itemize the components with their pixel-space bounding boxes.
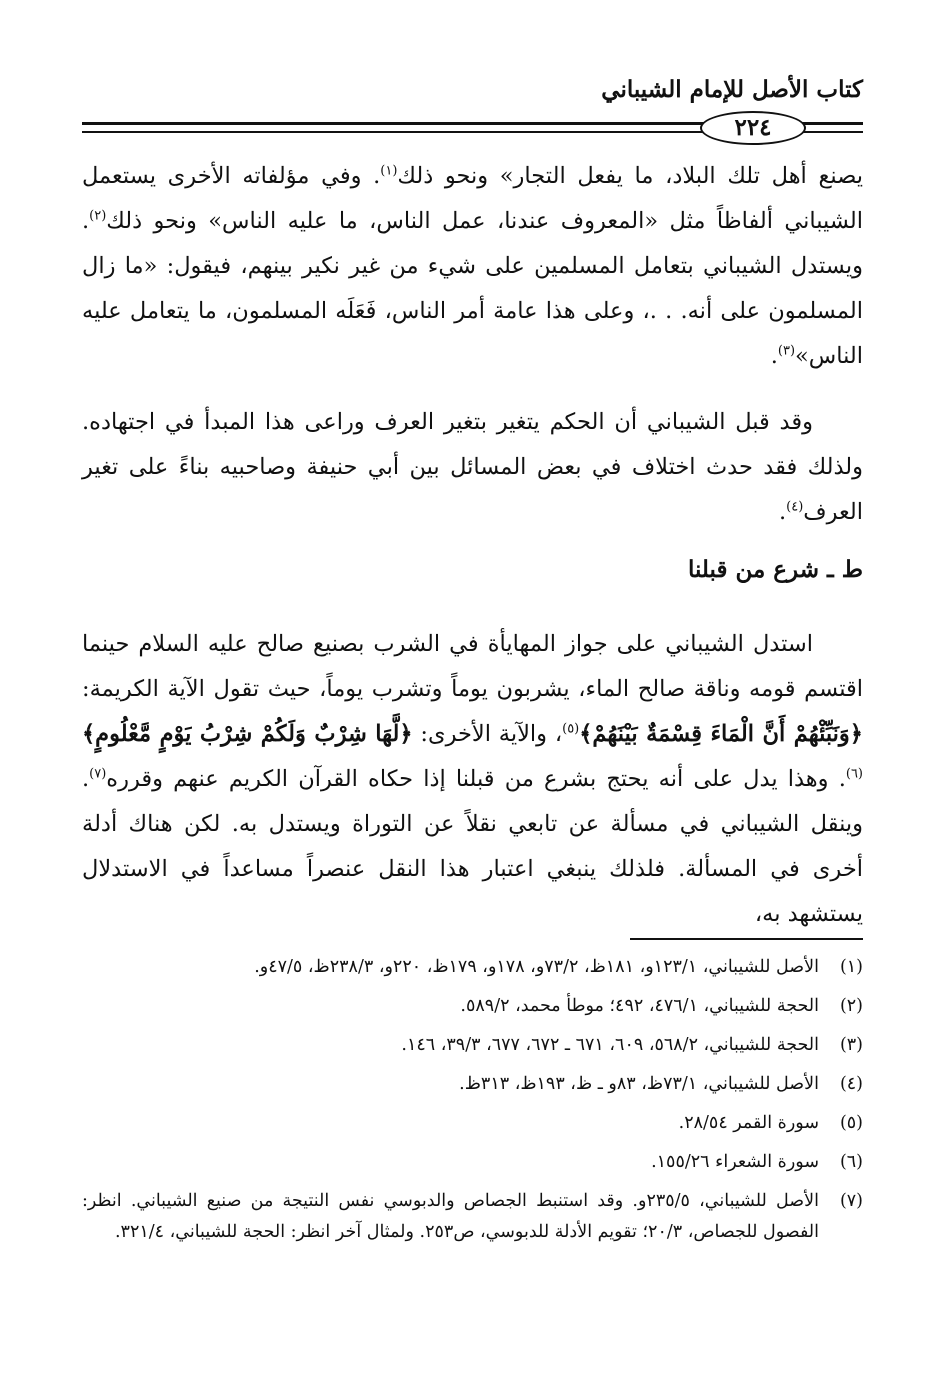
paragraph-text: . وينقل الشيباني في مسألة عن تابعي نقلاً عن التوراة ويستدل به. لكن هناك أدلة أخرى في المسألة. فلذلك ينبغي اعتبار هذا النقل عنصراً مساعداً في الاستدلال يستشهد به،: [82, 766, 863, 927]
footnote-item: [82, 1108, 863, 1139]
footnote-number: (٥): [839, 1113, 863, 1133]
quran-verse-2: ﴿لَّهَا شِرْبٌ وَلَكُمْ شِرْبُ يَوْمٍ مَّعْلُومٍ﴾: [82, 721, 413, 747]
footnote-ref-2: (٢): [89, 208, 107, 224]
footnote-number: (٣): [839, 1035, 863, 1055]
paragraph-text: وقد قبل الشيباني أن الحكم يتغير بتغير العرف وراعى هذا المبدأ في اجتهاده. ولذلك فقد حدث اختلاف في بعض المسائل بين أبي حنيفة وصاحبيه بناءً على تغير العرف: [82, 409, 863, 525]
running-header-title: كتاب الأصل للإمام الشيباني: [601, 76, 863, 103]
body-paragraph-2: [82, 400, 863, 535]
footnote-ref-7: (٧): [89, 766, 107, 782]
footnote-ref-1: (١): [380, 163, 398, 179]
footnote-item: [82, 1147, 863, 1178]
footnote-item: [82, 991, 863, 1022]
section-heading: ط ـ شرع من قبلنا: [687, 556, 863, 583]
footnote-number: (١): [839, 957, 863, 977]
footnote-text: سورة الشعراء ١٥٥/٢٦.: [651, 1152, 819, 1172]
footnote-text: الأصل للشيباني، ٢٣٥/٥و. وقد استنبط الجصاص والدبوسي نفس النتيجة من صنيع الشيباني. انظر: الفصول للجصاص، ٢٠/٣؛ تقويم الأدلة للدبوسي، ص٢٥٣. ولمثال آخر انظر: الحجة للشيباني، ٣٢١/٤.: [82, 1191, 819, 1242]
quran-verse-1: ﴿وَنَبِّئْهُمْ أَنَّ الْمَاءَ قِسْمَةٌ بَيْنَهُمْ﴾: [579, 721, 863, 747]
footnote-separator: [630, 938, 863, 940]
paragraph-text: . وفي مؤلفاته الأخرى يستعمل الشيباني ألفاظاً مثل «المعروف عندنا، عمل الناس، ما عليه الناس» ونحو ذلك: [82, 163, 863, 234]
footnote-text: الأصل للشيباني، ٧٣/١ظ، ٨٣و ـ ظ، ١٩٣ظ، ٣١٣ظ.: [459, 1074, 819, 1094]
paragraph-text: استدل الشيباني على جواز المهايأة في الشرب بصنيع صالح عليه السلام حينما اقتسم قومه وناقة صالح الماء، يشربون يوماً وتشرب يوماً، حيث تقول الآية الكريمة:: [82, 631, 863, 702]
footnote-ref-5: (٥): [562, 721, 580, 737]
footnote-item: [82, 1030, 863, 1061]
footnote-number: (٤): [839, 1074, 863, 1094]
paragraph-text: .: [779, 499, 787, 525]
body-paragraph-3: [82, 622, 863, 937]
footnote-number: (٢): [839, 996, 863, 1016]
paragraph-text: .: [770, 343, 778, 369]
footnote-item: [82, 1069, 863, 1100]
footnote-text: سورة القمر ٢٨/٥٤.: [678, 1113, 819, 1133]
paragraph-text: . ويستدل الشيباني بتعامل المسلمين على شيء من غير نكير بينهم، فيقول: «ما زال المسلمون على أنه. . .، وعلى هذا عامة أمر الناس، فَعَلَه المسلمون، ما يتعامل عليه الناس»: [82, 208, 863, 369]
footnotes-list: [82, 952, 863, 1256]
paragraph-text: ، والآية الأخرى:: [412, 721, 563, 747]
page-number: ٢٢٤: [700, 111, 806, 145]
footnote-text: الأصل للشيباني، ١٢٣/١و، ١٨١ظ، ٧٣/٢و، ١٧٨و، ١٧٩ظ، ٢٢٠و، ٢٣٨/٣ظ، ٤٧/٥و.: [254, 957, 819, 977]
footnote-text: الحجة للشيباني، ٥٦٨/٢، ٦٠٩، ٦٧١ ـ ٦٧٢، ٦٧٧، ٣٩/٣، ١٤٦.: [401, 1035, 819, 1055]
footnote-item: [82, 952, 863, 983]
footnote-text: الحجة للشيباني، ٤٧٦/١، ٤٩٢؛ موطأ محمد، ٥٨٩/٢.: [460, 996, 819, 1016]
footnote-item: [82, 1186, 863, 1248]
footnote-number: (٦): [839, 1152, 863, 1172]
footnote-ref-3: (٣): [777, 343, 796, 359]
footnote-ref-6: (٦): [845, 766, 863, 782]
footnote-number: (٧): [839, 1191, 863, 1211]
footnote-ref-4: (٤): [786, 499, 804, 515]
body-paragraph-1: [82, 154, 863, 379]
paragraph-text: يصنع أهل تلك البلاد، ما يفعل التجار» ونحو ذلك: [397, 163, 863, 189]
paragraph-text: . وهذا يدل على أنه يحتج بشرع من قبلنا إذا حكاه القرآن الكريم عنهم وقرره: [106, 766, 846, 792]
